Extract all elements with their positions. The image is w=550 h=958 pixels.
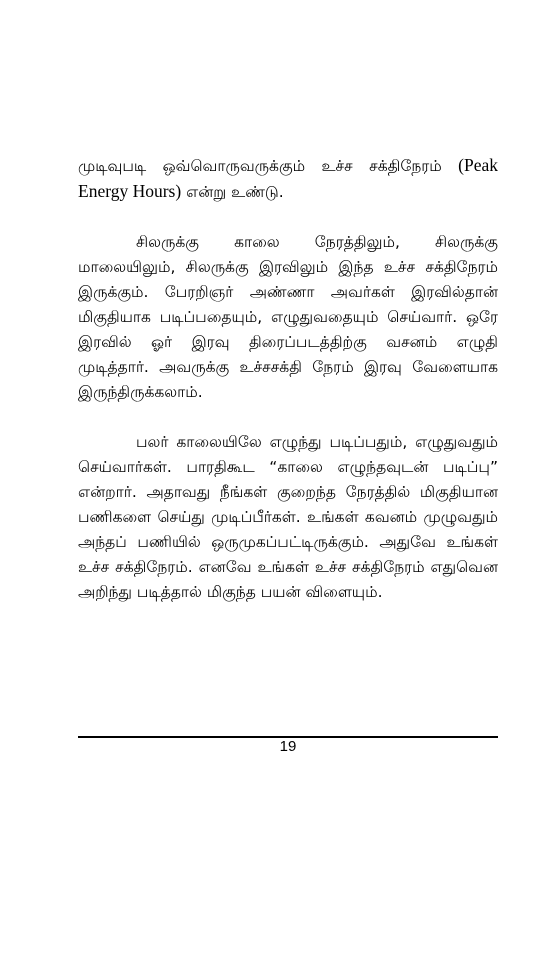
paragraph-2: சிலருக்கு காலை நேரத்திலும், சிலருக்கு மாலையிலும், சிலருக்கு இரவிலும் இந்த உச்ச சக்திநேரம் இருக்கும். பேரறிஞர் அண்ணா அவர்கள் இரவில்தான் மிகுதியாக படிப்பதையும், எழுதுவதையும் செய்வார். ஒரே இரவில் ஓர் இரவு திரைப்படத்திற்கு வசனம் எழுதி முடித்தார். அவருக்கு உச்சசக்தி நேரம் இரவு வேளையாக இருந்திருக்கலாம். bbox=[78, 233, 498, 401]
paragraph-3: பலர் காலையிலே எழுந்து படிப்பதும், எழுதுவதும் செய்வார்கள். பாரதிகூட “காலை எழுந்தவுடன் படிப்பு” என்றார். அதாவது நீங்கள் குறைந்த நேரத்தில் மிகுதியான பணிகளை செய்து முடிப்பீர்கள். உங்கள் கவனம் முழுவதும் அந்தப் பணியில் ஒருமுகப்பட்டிருக்கும். அதுவே உங்கள் உச்ச சக்திநேரம். எனவே உங்கள் உச்ச சக்திநேரம் எதுவென அறிந்து படித்தால் மிகுந்த பயன் விளையும். bbox=[78, 433, 498, 601]
page-number: 19 bbox=[279, 738, 297, 755]
body-text bbox=[78, 153, 498, 605]
paragraph-1-english-term: (Peak Energy Hours) bbox=[78, 155, 498, 201]
paragraph-1-prefix: முடிவுபடி ஒவ்வொருவருக்கும் உச்ச சக்திநேரம் bbox=[78, 157, 459, 175]
paragraph-1 bbox=[78, 153, 498, 205]
paragraph-1-suffix: என்று உண்டு. bbox=[181, 183, 284, 201]
